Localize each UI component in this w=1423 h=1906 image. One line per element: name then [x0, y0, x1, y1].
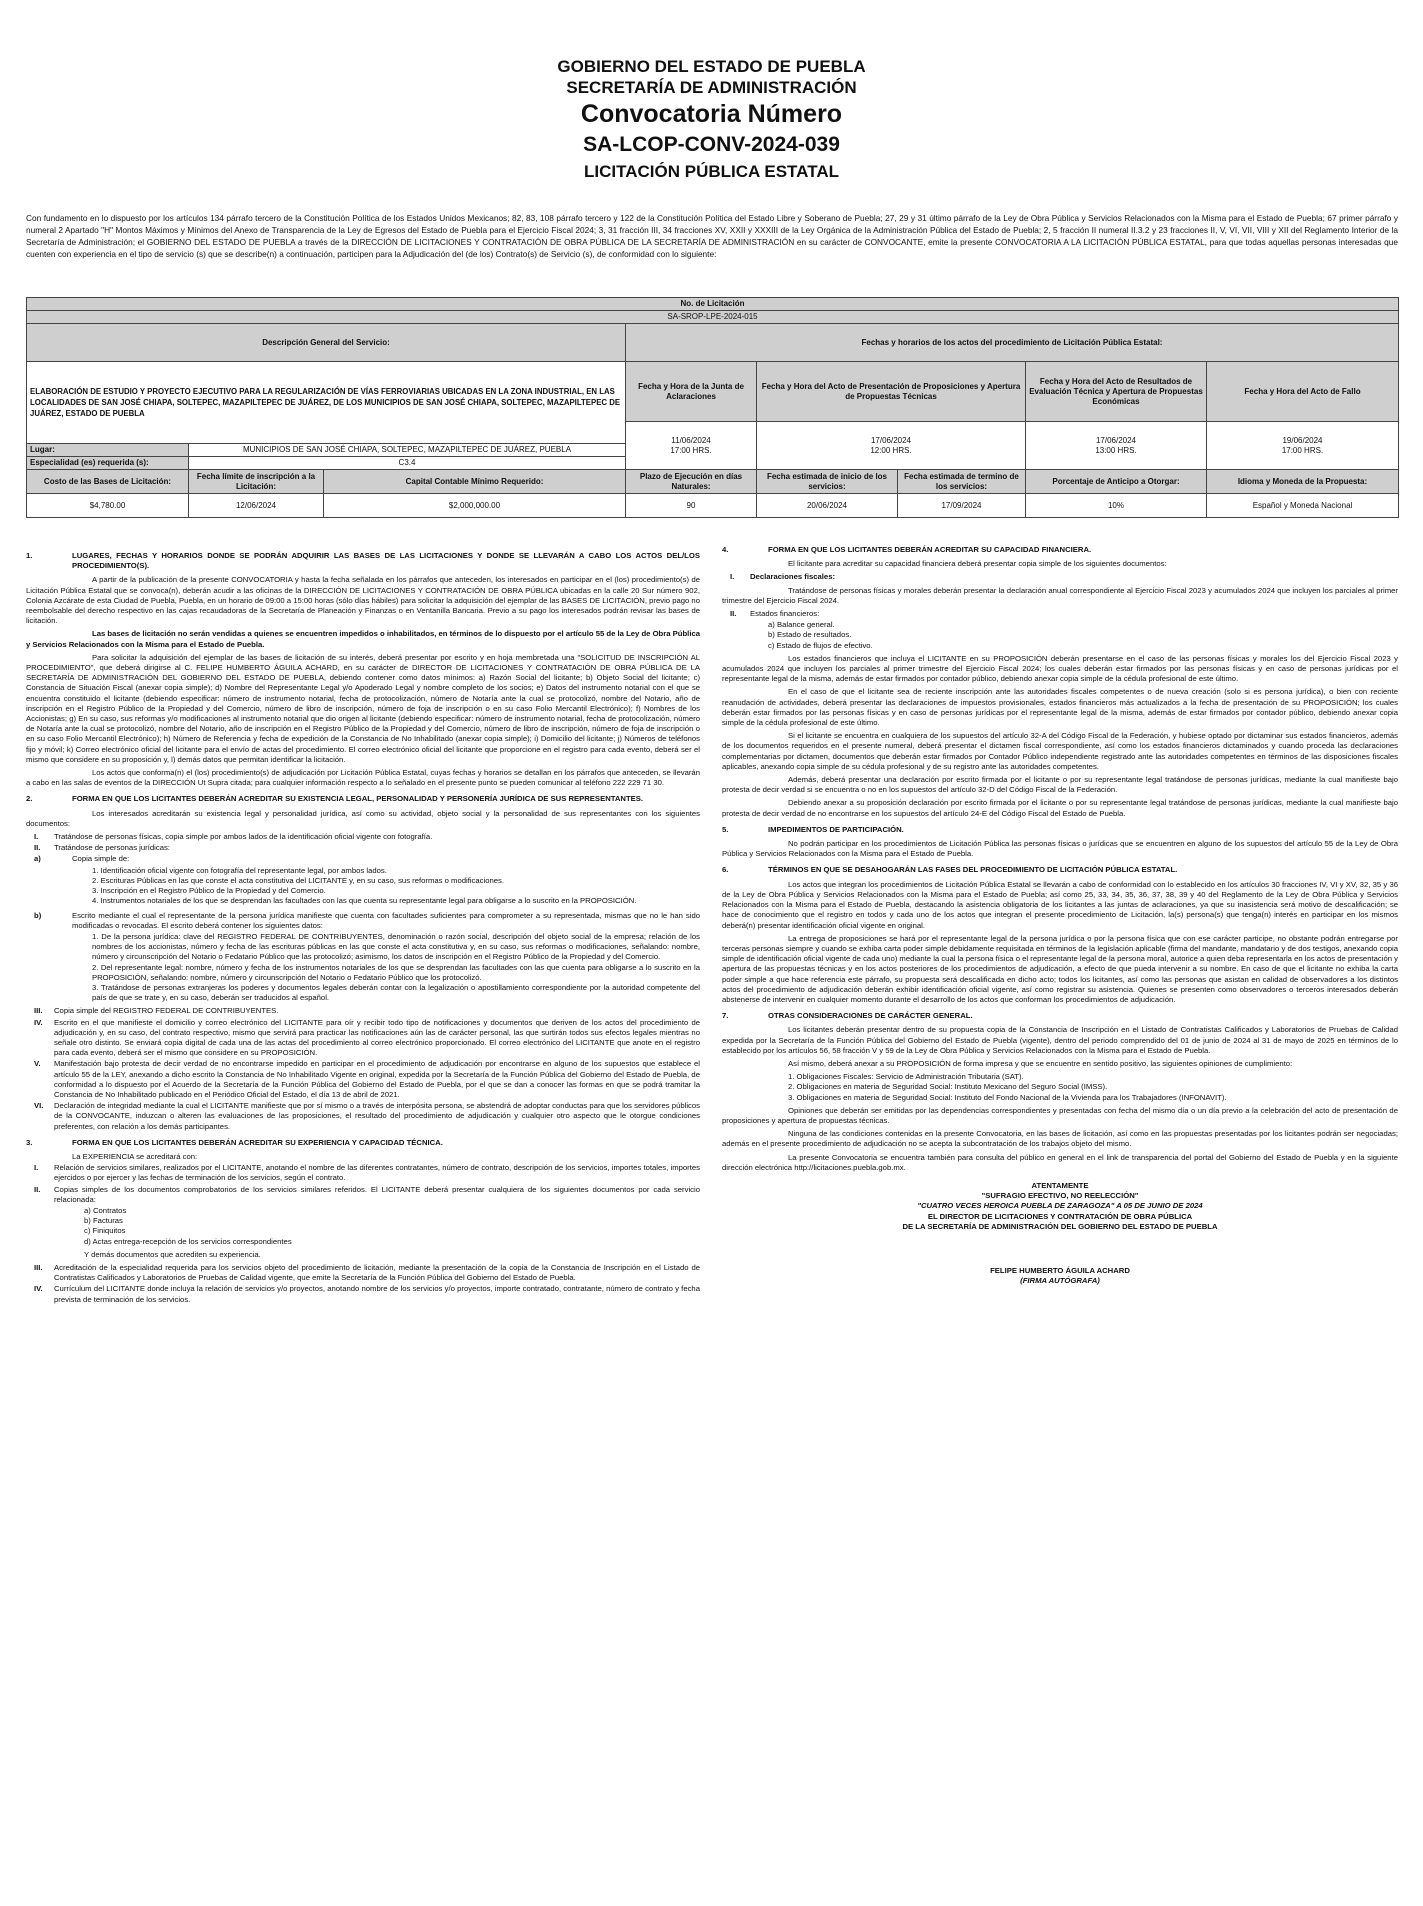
fecha-header: Fecha y Hora del Acto de Resultados de Evaluación Técnica y Apertura de Propuestas Económicas — [1026, 362, 1207, 422]
list-item: c) Estado de flujos de efectivo. — [768, 640, 873, 650]
costo-bases-label: Costo de las Bases de Licitación: — [27, 470, 189, 494]
especialidad-label: Especialidad (es) requerida (s): — [27, 457, 189, 470]
page-title: Convocatoria Número — [580, 100, 843, 128]
fundamento-paragraph: Con fundamento en lo dispuesto por los artículos 134 párrafo tercero de la Constitución Política de los Estados Unidos Mexicanos; 82, 83, 108 párrafo tercero y 122 de la Constitución Política del Estado Libre y Soberano de Puebla; 27, 29 y 31 último párrafo de la Ley de Obra Pública y Servicios Relacionados con la Misma para el Estado de Puebla; 67 primer párrafo y numeral 2 Apartado "H" Montos Máximos y Mínimos del Anexo de Transparencia de la Ley de Egresos del Estado de Puebla para el Ejercicio Fiscal 2024; 3, 31 fracción III, 34 fracciones XV, XXII y XXXIII de la Ley Orgánica de la Administración Pública del Estado de Puebla; 2, 5 fracción II numeral II.3.2 y 23 fracciones II, V, VI, VII, VIII y XII del Reglamento Interior de la Secretaría de Administración; el GOBIERNO DEL ESTADO DE PUEBLA a través de la DIRECCIÓN DE LICITACIONES Y CONTRATACIÓN DE OBRA PÚBLICA DE LA SECRETARÍA DE ADMINISTRACIÓN en su carácter de CONVOCANTE, emite la presente CONVOCATORIA A LA LICITACIÓN PÚBLICA ESTATAL, para que todas aquellas personas interesadas que cuenten con experiencia en el tipo de servicio (s) que se describe(n) a continuación, participen para la Adjudicación del (de los) Contrato(s) de Servicio (s), de conformidad con lo siguiente: — [26, 213, 1398, 259]
fecha-value: 17/06/2024 12:00 HRS. — [757, 422, 1026, 470]
fecha-termino-value: 17/09/2024 — [898, 494, 1026, 518]
paragraph: En el caso de que el licitante sea de reciente inscripción ante las autoridades fiscales competentes o de nueva creación (solo si es persona jurídica), o bien con reciente reanudación de actividades, deberá presentar las declaraciones de impuestos provisionales, estados financieros más actualizados a la fecha de presentación de su PROPOSICIÓN; los cuales deberán estar firmados por las personas físicas y en caso de personas jurídicas por el representante legal de la misma, además de estar firmados por contador público, debiendo anexar copia simple de la cédula profesional de este último. — [722, 687, 1398, 728]
paragraph: El licitante para acreditar su capacidad financiera deberá presentar copia simple de los siguientes documentos: — [788, 559, 1167, 569]
fecha-termino-label: Fecha estimada de termino de los servicios: — [898, 470, 1026, 494]
list-item: III. Acreditación de la especialidad requerida para los servicios objeto del procedimiento de licitación, mediante la presentación de la copia de la Constancia de Inscripción en el Listado de Contratistas Calificados y Laboratorios de Pruebas de Calidad vigente, que emite la Secretaría de la Función Pública del Gobierno del Estado de Puebla. — [34, 1263, 700, 1283]
plazo-value: 90 — [626, 494, 757, 518]
costo-bases-value: $4,780.00 — [27, 494, 189, 518]
paragraph: La entrega de proposiciones se hará por el representante legal de la persona jurídica o por la persona física que con ese carácter participe, no obstante podrán entregarse por terceras personas siempre y cuando se exhiba carta poder simple debidamente requisitada en términos de la legislación aplicable (firma del mandante, mandatario y de dos testigos, anexando copia simple de identificación oficial vigente de cada uno) mediante la cual la persona física o el representante legal de la persona moral, autorice a quien deba representarla en los actos de presentación y apertura de las propuestas técnicas y en los actos posteriores de los procedimientos de adjudicación, a efecto de que pueda intervenir a su nombre. En caso de que el licitante no exhiba la carta poder simple a que hace referencia este párrafo, su propuesta será descalificada en dicho acto; todos los licitantes, así como las personas que asistan en calidad de observadores a los distintos actos del procedimiento de adjudicación deberán exhibir identificación oficial vigente, así como registrar su asistencia. Quienes se presenten como observadores o terceros interesados deberán abstenerse de intervenir en cualquier momento durante el desarrollo de los actos que conforman los procedimientos de adjudicación. — [722, 933, 1398, 1004]
paragraph: Los actos que integran los procedimientos de Licitación Pública Estatal se llevarán a cabo de conformidad con lo establecido en los artículos 30 fracciones IV, VI y XV, 32, 35 y 36 de la Ley de Obra Pública y Servicios Relacionados con la Misma para el Estado de Puebla; así como 25, 33, 34, 35, 36, 37, 38, 39 y 40 del Reglamento de la Ley de Obra Pública y Servicios Relacionados con la Misma para el Estado de Puebla, destacando la asistencia obligatoria de los licitantes a las juntas de aclaraciones, ya que su inasistencia será motivo de descalificación; se hace de conocimiento que el registro en todos y cada uno de los actos que integran el presente procedimiento de Licitación, la(s) persona(s) que tenga(n) interés en participar en los mismos deberá(n) presentar identificación oficial vigente en original. — [722, 879, 1398, 930]
plazo-label: Plazo de Ejecución en días Naturales: — [626, 470, 757, 494]
fecha-header: Fecha y Hora de la Junta de Aclaraciones — [626, 362, 757, 422]
section-heading: 3. FORMA EN QUE LOS LICITANTES DEBERÁN ACREDITAR SU EXPERIENCIA Y CAPACIDAD TÉCNICA. — [26, 1137, 443, 1147]
fecha-inicio-label: Fecha estimada de inicio de los servicios: — [757, 470, 898, 494]
fecha-limite-label: Fecha límite de inscripción a la Licitación: — [189, 470, 324, 494]
fechas-label: Fechas y horarios de los actos del procedimiento de Licitación Pública Estatal: — [626, 324, 1399, 362]
fecha-header: Fecha y Hora del Acto de Presentación de Proposiciones y Apertura de Propuestas Técnicas — [757, 362, 1026, 422]
paragraph: Debiendo anexar a su proposición declaración por escrito firmada por el licitante o por su representante legal tratándose de personas jurídicas, mediante la cual manifieste bajo protesta de decir verdad de no encontrarse en los supuestos del artículo 24-E del Código Fiscal del Estado de Puebla. — [722, 798, 1398, 818]
paragraph: Así mismo, deberá anexar a su PROPOSICIÓN de forma impresa y que se encuentre en sentido positivo, las siguientes opiniones de cumplimiento: — [788, 1058, 1293, 1068]
list-item: I. Tratándose de personas físicas, copia simple por ambos lados de la identificación oficial vigente con fotografía. — [34, 832, 433, 842]
list-item: 4. Instrumentos notariales de los que se desprendan las facultades con las que cuenta su representante legal para obligarse a lo suscrito en la PROPOSICIÓN. — [92, 896, 637, 906]
paragraph: Los actos que conforma(n) el (los) procedimiento(s) de adjudicación por Licitación Pública Estatal, cuyas fechas y horarios se detallan en los párrafos que anteceden, se llevarán a cabo en las salas de eventos de la DIRECCIÓN Ut Supra citada; para cualquier información respecto a lo señalado en el presente punto se pueden comunicar al teléfono 222 229 71 30. — [26, 768, 700, 788]
signature-block: ATENTAMENTE "SUFRAGIO EFECTIVO, NO REELECCIÓN" "CUATRO VECES HEROICA PUEBLA DE ZARAGOZA" A 05 DE JUNIO DE 2024 EL DIRECTOR DE LICITACIONES Y CONTRATACIÓN DE OBRA PÚBLICA DE LA SECRETARÍA DE ADMINISTRACIÓN DEL GOBIERNO DEL ESTADO DE PUEBLA FELIPE HUMBERTO ÁGUILA ACHARD (FIRMA AUTÓGRAFA) — [722, 1181, 1398, 1286]
list-item: IV. Escrito en el que manifieste el domicilio y correo electrónico del LICITANTE para oír y recibir todo tipo de notificaciones y documentos que deriven de los actos del procedimiento de adjudicación y, en su caso, del contrato respectivo, mismo que servirá para practicar las notificaciones aún las de carácter personal, las que surtirán todos sus efectos legales mientras no señale otro distinto. Se enviará copia digital de cada una de las actas del procedimiento al correo electrónico proporcionado. El correo electrónico del LICITANTE que anote en el registro para cada evento, deberá ser el mismo que considere en su PROPOSICIÓN. — [34, 1017, 700, 1058]
signer-name: FELIPE HUMBERTO ÁGUILA ACHARD — [990, 1265, 1130, 1275]
capital-contable-value: $2,000,000.00 — [324, 494, 626, 518]
licitacion-type: LICITACIÓN PÚBLICA ESTATAL — [584, 162, 839, 181]
section-heading: 2. FORMA EN QUE LOS LICITANTES DEBERÁN ACREDITAR SU EXISTENCIA LEGAL, PERSONALIDAD Y PERSONERÍA JURÍDICA DE SUS REPRESENTANTES. — [26, 794, 644, 804]
fecha-value: 17/06/2024 13:00 HRS. — [1026, 422, 1207, 470]
paragraph: Los interesados acreditarán su existencia legal y personalidad jurídica, así como su actividad, objeto social y la personalidad de sus representantes con los siguientes documentos: — [26, 808, 700, 828]
paragraph: A partir de la publicación de la presente CONVOCATORIA y hasta la fecha señalada en los párrafos que anteceden, los interesados en participar en el (los) procedimiento(s) de Licitación Pública Estatal que se convoca(n), deberán acudir a las oficinas de la DIRECCIÓN DE LICITACIONES Y CONTRATACIÓN DE OBRA PÚBLICA ubicadas en la calle 20 Sur número 902, Colonia Azcárate de esta Ciudad de Puebla, Puebla, en un horario de 09:00 a 15:00 horas (sólo días hábiles) para solicitar la adquisición del ejemplar de las BASES DE LICITACIÓN, previo pago no reembolsable del derecho respectivo en las cajas recaudadoras de la Secretaría de Planeación y Finanzas o en Ventanilla Bancaria. Previo a su pago los interesados podrán revisar las bases de licitación. — [26, 575, 700, 626]
no-licitacion-value: SA-SROP-LPE-2024-015 — [27, 311, 1399, 324]
anticipo-value: 10% — [1026, 494, 1207, 518]
fecha-value: 11/06/2024 17:00 HRS. — [626, 422, 757, 470]
paragraph: Tratándose de personas físicas y morales deberán presentar la declaración anual correspondiente al Ejercicio Fiscal 2023 y acumulados 2024 que incluyen los parciales al primer trimestre del Ejercicio Fiscal 2024. — [722, 585, 1398, 605]
descripcion-servicio: ELABORACIÓN DE ESTUDIO Y PROYECTO EJECUTIVO PARA LA REGULARIZACIÓN DE VÍAS FERROVIARIAS UBICADAS EN LA ZONA INDUSTRIAL, EN LAS LOCALIDADES DE SAN JOSÉ CHIAPA, SOLTEPEC, MAZAPILTEPEC DE JUÁREZ, DE LOS MUNICIPIOS DE SAN JOSÉ CHIAPA, SOLTEPEC, MAZAPILTEPEC DE JUÁREZ, ESTADO DE PUEBLA — [27, 362, 626, 444]
list-item: 1. Obligaciones Fiscales: Servicio de Administración Tributaria (SAT). — [788, 1072, 1024, 1082]
list-item: V. Manifestación bajo protesta de decir verdad de no encontrarse impedido en participar en el procedimiento de adjudicación por encontrarse en alguno de los supuestos que establece el artículo 55 de la LEY, anexando a dicho escrito la Constancia de No Inhabilitado Vigente en original, expedida por la Secretaría de la Función Pública del Gobierno del Estado de Puebla, de conformidad a lo dispuesto por el Acuerdo de la Secretaría de la Función Pública del Gobierno del Estado de Puebla, por el que se dan a conocer las formas en que se podrá tramitar la Constancia de No Inhabilitado publicado en el Periódico Oficial del Estado, el día 13 de abril de 2021. — [34, 1059, 700, 1099]
licitacion-table — [26, 297, 1399, 518]
paragraph: La presente Convocatoria se encuentra también para consulta del público en general en el link de transparencia del portal del Gobierno del Estado de Puebla y en la siguiente dirección electrónica http://licitaciones.puebla.gob.mx. — [722, 1152, 1398, 1172]
section-heading: 5. IMPEDIMENTOS DE PARTICIPACIÓN. — [722, 824, 904, 834]
descripcion-label: Descripción General del Servicio: — [27, 324, 626, 362]
capital-contable-label: Capital Contable Mínimo Requerido: — [324, 470, 626, 494]
right-column — [722, 545, 1398, 1286]
paragraph: Los estados financieros que incluya el LICITANTE en su PROPOSICIÓN deberán presentarse en el caso de las personas físicas y morales los del Ejercicio Fiscal 2023 y acumulados 2024 que incluyen los parciales al primer trimestre del Ejercicio Fiscal 2024; los cuales deberán estar firmados por las personas físicas y en caso de personas jurídicas por el representante legal de la misma, además de estar firmados por contador público, debiendo anexar copia simple de la cédula profesional de este último. — [722, 653, 1398, 684]
paragraph: Los licitantes deberán presentar dentro de su propuesta copia de la Constancia de Inscripción en el Listado de Contratistas Calificados y Laboratorios de Pruebas de Calidad expedida por la Secretaría de la Función Pública del Gobierno del Estado de Puebla (vigente), dentro del periodo comprendido del 01 de junio de 2024 al 31 de mayo de 2025 en términos de lo establecido por los artículos 56, 58 fracción V y 59 de la Ley de Obra Pública y Servicios Relacionados con la Misma para el Estado de Puebla. — [722, 1025, 1398, 1055]
paragraph: Opiniones que deberán ser emitidas por las dependencias correspondientes y presentadas con fecha del mismo día o un día previo a la celebración del acto de presentación de proposiciones y apertura de propuestas técnicas. — [722, 1105, 1398, 1125]
paragraph: Las bases de licitación no serán vendidas a quienes se encuentren impedidos o inhabilitados, en términos de lo dispuesto por el artículo 55 de la Ley de Obra Pública y Servicios Relacionados con la Misma para el Estado de Puebla. — [26, 629, 700, 649]
list-item: 2. Obligaciones en materia de Seguridad Social: Instituto Mexicano del Seguro Social (IMSS). — [788, 1082, 1108, 1092]
fecha-value: 19/06/2024 17:00 HRS. — [1207, 422, 1399, 470]
paragraph: No podrán participar en los procedimientos de Licitación Pública las personas físicas o jurídicas que se encuentren en alguno de los supuestos del artículo 55 de la Ley de Obra Pública y Servicios Relacionados con la Misma para el Estado de Puebla. — [722, 839, 1398, 859]
list-item: 1. Identificación oficial vigente con fotografía del representante legal, por ambos lados. — [92, 865, 387, 875]
no-licitacion-label: No. de Licitación — [27, 298, 1399, 311]
list-item: II. Tratándose de personas jurídicas: — [34, 843, 170, 853]
idioma-label: Idioma y Moneda de la Propuesta: — [1207, 470, 1399, 494]
list-item: c) Finiquitos — [84, 1226, 126, 1236]
document-header — [0, 56, 1423, 184]
list-item: a) Copia simple de: — [34, 854, 130, 864]
paragraph: Y demás documentos que acrediten su experiencia. — [84, 1249, 261, 1259]
section-heading: 1. LUGARES, FECHAS Y HORARIOS DONDE SE PODRÁN ADQUIRIR LAS BASES DE LAS LICITACIONES Y DONDE SE LLEVARÁN A CABO LOS ACTOS DEL/LOS PROCEDIMIENTO(S). — [26, 551, 700, 571]
list-item: I. Relación de servicios similares, realizados por el LICITANTE, anotando el nombre de las diferentes contratantes, número de contrato, descripción de los servicios, importes totales, importes ejercidos o por ejercer y las fechas de terminación de los servicios, según el contrato. — [34, 1163, 700, 1183]
lugar-value: MUNICIPIOS DE SAN JOSÉ CHIAPA, SOLTEPEC, MAZAPILTEPEC DE JUÁREZ, PUEBLA — [189, 444, 626, 457]
section-heading: 6. TÉRMINOS EN QUE SE DESAHOGARÁN LAS FASES DEL PROCEDIMIENTO DE LICITACIÓN PÚBLICA ESTATAL. — [722, 865, 1178, 875]
list-item: b) Estado de resultados. — [768, 630, 852, 640]
paragraph: Ninguna de las condiciones contenidas en la presente Convocatoria, en las bases de licitación, así como en las propuestas presentadas por los licitantes podrán ser negociadas; además en el presente procedimiento de adjudicación no se acepta la subcontratación de los trabajos objeto del mismo. — [722, 1129, 1398, 1149]
list-item: 1. De la persona jurídica: clave del REGISTRO FEDERAL DE CONTRIBUYENTES, denominación o razón social, descripción del objeto social de la empresa; relación de los nombres de los accionistas, número y fecha de las escrituras públicas en las que conste el acta constitutiva y, en su caso, sus reformas o modificaciones, señalando: nombre, número y circunscripción del Notario o Fedatario Público que las protocolizó; asimismo, los datos de inscripción en el Registro Público de la Propiedad y del Comercio. — [92, 931, 700, 962]
signature-note: (FIRMA AUTÓGRAFA) — [1020, 1276, 1100, 1286]
secretariat-name: SECRETARÍA DE ADMINISTRACIÓN — [566, 78, 857, 97]
section-heading: 4. FORMA EN QUE LOS LICITANTES DEBERÁN ACREDITAR SU CAPACIDAD FINANCIERA. — [722, 545, 1092, 554]
especialidad-value: C3.4 — [189, 457, 626, 470]
list-item: d) Actas entrega-recepción de los servicios correspondientes — [84, 1236, 292, 1246]
anticipo-label: Porcentaje de Anticipo a Otorgar: — [1026, 470, 1207, 494]
fecha-header: Fecha y Hora del Acto de Fallo — [1207, 362, 1399, 422]
convocatoria-number: SA-LCOP-CONV-2024-039 — [583, 133, 840, 156]
list-item: b) Facturas — [84, 1216, 123, 1226]
government-name: GOBIERNO DEL ESTADO DE PUEBLA — [557, 57, 866, 76]
list-item: II. Estados financieros: — [730, 609, 820, 619]
fecha-inicio-value: 20/06/2024 — [757, 494, 898, 518]
list-item: 2. Escrituras Públicas en las que conste el acta constitutiva del LICITANTE y, en su caso, sus reformas o modificaciones. — [92, 875, 505, 885]
list-item: a) Balance general. — [768, 620, 835, 630]
section-heading: 7. OTRAS CONSIDERACIONES DE CARÁCTER GENERAL. — [722, 1011, 973, 1021]
list-item: 3. Obligaciones en materia de Seguridad Social: Instituto del Fondo Nacional de la Vivienda para los Trabajadores (INFONAVIT). — [788, 1092, 1227, 1102]
paragraph: La EXPERIENCIA se acreditará con: — [72, 1151, 198, 1161]
list-item: 2. Del representante legal: nombre, número y fecha de los instrumentos notariales de los que se desprendan las facultades con las que cuenta para obligarse a lo suscrito en la PROPOSICIÓN, señalando: nombre, número y circunscripción del Notario o Fedatario Público que los protocolizó. — [92, 962, 700, 982]
paragraph: Si el licitante se encuentra en cualquiera de los supuestos del artículo 32-A del Código Fiscal de la Federación, y hubiese optado por dictaminar sus estados financieros, además de los documentos requeridos en el presente numeral, deberá presentar el dictamen fiscal correspondiente, así como los estados financieros dictaminados y cuando proceda las declaraciones complementarias por dictamen, documentos que deberán estar firmados por Contador Público independiente registrado ante las autoridades competentes en términos de las disposiciones fiscales aplicables, anexando copia simple de su cédula profesional y de su registro ante las autoridades competentes. — [722, 731, 1398, 771]
list-item: III. Copia simple del REGISTRO FEDERAL DE CONTRIBUYENTES. — [34, 1006, 279, 1016]
list-item: VI. Declaración de integridad mediante la cual el LICITANTE manifieste que por sí mismo o a través de interpósita persona, se abstendrá de adoptar conductas para que los servidores públicos de la CONVOCANTE, induzcan o alteren las evaluaciones de las proposiciones, el resultado del procedimiento de adjudicación y cualquier otro aspecto que le otorgue condiciones preferentes, con relación a los demás participantes. — [34, 1101, 700, 1131]
list-item: b) Escrito mediante el cual el representante de la persona jurídica manifieste que cuenta con facultades suficientes para comprometer a su representada, mismas que no le han sido modificadas o revocadas. El escrito deberá contener los siguientes datos: — [34, 910, 700, 930]
idioma-value: Español y Moneda Nacional — [1207, 494, 1399, 518]
left-column — [26, 545, 700, 1306]
list-item: I. Declaraciones fiscales: — [730, 572, 836, 582]
list-item: II. Copias simples de los documentos comprobatorios de los servicios similares referidos. El LICITANTE deberá presentar cualquiera de los siguientes documentos por cada servicio relacionada: — [34, 1184, 700, 1204]
list-item: a) Contratos — [84, 1205, 127, 1215]
fecha-limite-value: 12/06/2024 — [189, 494, 324, 518]
paragraph: Para solicitar la adquisición del ejemplar de las bases de licitación de su interés, deberá presentar por escrito y en hoja membretada una "SOLICITUD DE INSCRIPCIÓN AL PROCEDIMIENTO", que deberá dirigirse al C. FELIPE HUMBERTO ÁGUILA ACHARD, en su carácter de DIRECTOR DE LICITACIONES Y CONTRATACIÓN DE OBRA PÚBLICA DE LA SECRETARÍA DE ADMINISTRACIÓN DEL GOBIERNO DEL ESTADO DE PUEBLA, debiendo contener como datos mínimos: a) Razón Social del licitante; b) Objeto Social del licitante; c) Constancia de Situación Fiscal (anexar copia simple); d) Nombre del Representante Legal y/o Apoderado Legal y nombre completo de los socios; e) Datos del instrumento notarial con el que se encuentra constituido el licitante (debiendo especificar: número de instrumento notarial, fecha de protocolización, número de Notaría ante la cual se protocolizó, nombre del Notario, año de inscripción en el Registro Público de la Propiedad y del Comercio, número de libro de inscripción, número de foja de inscripción o en su caso Folio Mercantil Electrónico); f) Nombres de los Accionistas; g) En su caso, sus reformas y/o modificaciones al instrumento notarial que dio origen al licitante (debiendo especificar: número de instrumento notarial, fecha de protocolización, número de Notaría ante la cual se protocolizó, nombre del Notario, año de inscripción en el Registro Público de la Propiedad y del Comercio, número de libro de inscripción, número de foja de inscripción o en su caso Folio Mercantil Electrónico); h) Número de Referencia y fecha de expedición de la Constancia de No Inhabilitado (anexar copia simple); i) Domicilio del licitante; j) Números de teléfonos fijo y móvil; k) Correo electrónico oficial del licitante para el envío de actas del procedimiento. El correo electrónico oficial del licitante que proporcione en el registro para cada evento, deberá ser el mismo que considere en su proposición y, l) demás datos que permitan identificar la licitación. — [26, 652, 700, 764]
paragraph: Además, deberá presentar una declaración por escrito firmada por el licitante o por su representante legal tratándose de personas jurídicas, mediante la cual manifieste bajo protesta de decir verdad si se encuentra o no en los supuestos del artículo 32-D del Código Fiscal de la Federación. — [722, 775, 1398, 795]
list-item: 3. Tratándose de personas extranjeras los poderes y documentos legales deberán contar con la legalización o apostillamiento correspondiente por la autoridad competente del país de que se trate y, en su caso, deberán ser traducidos al español. — [92, 982, 700, 1003]
lugar-label: Lugar: — [27, 444, 189, 457]
list-item: IV. Currículum del LICITANTE donde incluya la relación de servicios y/o proyectos, anotando nombre de los servicios y/o proyectos, importe contratado, contratante, número de contrato y fecha prevista de terminación de los servicios. — [34, 1284, 700, 1304]
list-item: 3. Inscripción en el Registro Público de la Propiedad y del Comercio. — [92, 886, 326, 896]
